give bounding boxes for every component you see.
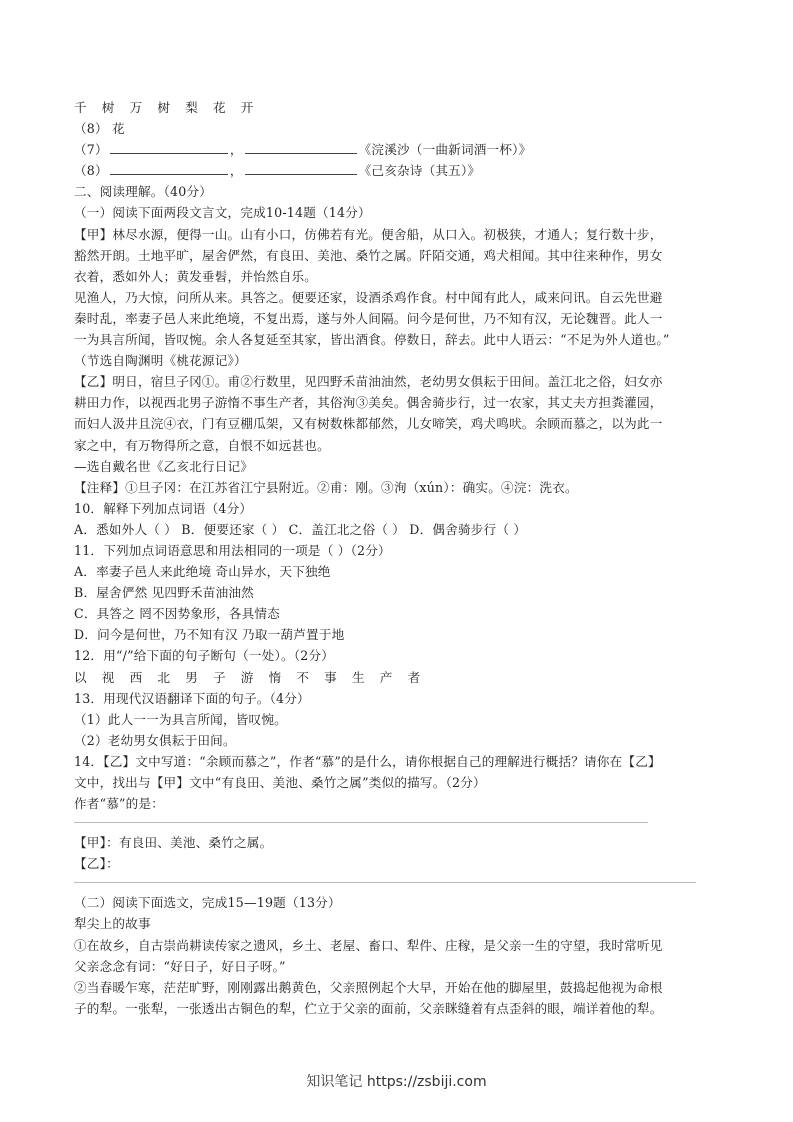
question-11-option-a: A．率妻子邑人来此绝境 奇山异水，天下独绝 (74, 564, 331, 580)
passage-yi-line: 【乙】明日，宿旦子冈①。甫②行数里，见四野禾苗油油然，老幼男女俱耘于田间。盖江北之俗，妇女亦 (74, 374, 663, 390)
article-title: 犁尖上的故事 (74, 916, 151, 932)
passage-yi-line: 而妇人汲井且浣④衣，门有豆棚瓜架，又有树数株都郁然，儿女啼笑，鸡犬鸣吠。余顾而慕之，以为此一 (74, 416, 663, 432)
exam-content (74, 97, 734, 1019)
poem-title: 《浣溪沙（一曲新词酒一杯）》 (358, 142, 532, 158)
fill-item-8-label: （8） (74, 163, 108, 179)
passage-jia-line: 【甲】林尽水源，便得一山。山有小口，仿佛若有光。便舍船，从口入。初极狭，才通人；复行数十步， (74, 226, 663, 242)
passage-yi-line: 家之中，有万物得所之意，自恨不如远甚也。 (74, 437, 330, 453)
question-14-yi: 【乙】： (74, 856, 119, 872)
passage-jia-line: 豁然开朗。土地平旷，屋舍俨然，有良田、美池、桑竹之属。阡陌交通，鸡犬相闻。其中往来种作，男女 (74, 247, 663, 263)
question-11-option-b: B．屋舍俨然 见四野禾苗油油然 (74, 585, 254, 601)
question-11-option-d: D．问今是何世，乃不知有汉 乃取一葫芦置于地 (74, 627, 345, 643)
answer-line[interactable] (74, 882, 696, 883)
question-12: 12．用“/”给下面的句子断句（一处）。（2分） (74, 648, 335, 664)
article-paragraph-line: ①在故乡，自古崇尚耕读传家之遗风，乡土、老屋、畜口、犁件、庄稼，是父亲一生的守望，我时常听见 (74, 937, 663, 953)
question-14: 14．【乙】文中写道：“余顾而慕之”，作者“慕”的是什么，请你根据自己的理解进行概括？请你在【乙】 (74, 753, 661, 769)
question-11: 11．下列加点词语意思和用法相同的一项是（ ）（2分） (74, 542, 391, 558)
fill-item-8-flower: （8） 花 (74, 121, 125, 137)
answer-blank[interactable] (110, 161, 228, 175)
answer-blank[interactable] (245, 161, 357, 175)
question-14: 文中，找出与【甲】文中“有良田、美池、桑竹之属”类似的描写。（2分） (74, 775, 486, 790)
comma: ， (229, 142, 243, 158)
question-13-item-2: （2）老幼男女俱耘于田间。 (74, 732, 236, 748)
article-paragraph-line: 父亲念念有词：“好日子，好日子呀。” (74, 958, 286, 974)
passage-jia-line: 见渔人，乃大惊，问所从来。具答之。便要还家，设酒杀鸡作食。村中闻有此人，咸来问讯。自云先世避 (74, 289, 663, 305)
question-12-sentence: 以 视 西 北 男 子 游 惰 不 事 生 产 者 (74, 669, 426, 685)
fill-item-8 (74, 160, 734, 181)
question-10: 10．解释下列加点词语（4分） (74, 500, 253, 516)
article-paragraph-line: ②当春暖乍寒，茫茫旷野，刚刚露出鹅黄色，父亲照例起个大早，开始在他的脚屋里，鼓捣起他视为命根 (74, 979, 663, 995)
subsection-heading: （一）阅读下面两段文言文，完成10-14题（14分） (74, 205, 371, 221)
subsection-heading: （二）阅读下面选文，完成15—19题（13分） (74, 895, 341, 911)
question-10-options: A．悉如外人（ ） B．便要还家（ ） C．盖江北之俗（ ） D．偶舍骑步行（ ） (74, 521, 527, 537)
passage-yi-line: 耕田力作，以视西北男子游惰不事生产者，其俗洵③美矣。偶舍骑步行，过一农家，其丈夫方担粪灌园， (74, 395, 663, 411)
fill-item-7-label: （7） (74, 142, 108, 158)
poem-title: 《己亥杂诗（其五）》 (358, 163, 481, 179)
section-heading: 二、阅读理解。（40分） (74, 184, 213, 200)
passage-jia-line: 秦时乱，率妻子邑人来此绝境，不复出焉，遂与外人间隔。问今是何世，乃不知有汉，无论魏晋。此人一 (74, 310, 663, 326)
question-13: 13．用现代汉语翻译下面的句子。（4分） (74, 690, 310, 706)
passage-jia-source: （节选自陶渊明《桃花源记》） (74, 353, 247, 369)
answer-line[interactable] (74, 822, 648, 823)
fill-item-7 (74, 139, 734, 160)
passage-jia-line: 衣着，悉如外人；黄发垂髫，并怡然自乐。 (74, 268, 318, 284)
answer-blank[interactable] (245, 140, 357, 154)
passage-yi-source: —选自戴名世《乙亥北行日记》 (74, 458, 254, 474)
passage-jia-line: 一为具言所闻，皆叹惋。余人各复延至其家，皆出酒食。停数日，辞去。此中人语云：“不足为外人道也。” (74, 332, 670, 348)
question-14-answer-prompt: 作者“慕”的是： (74, 796, 165, 812)
poem-answer-line: 千 树 万 树 梨 花 开 (74, 100, 259, 115)
comma: ， (229, 163, 243, 179)
question-13-item-1: （1）此人一一为具言所闻，皆叹惋。 (74, 711, 287, 727)
article-paragraph-line: 子的犁。一张犁，一张透出古铜色的犁，伫立于父亲的面前，父亲眯缝着有点歪斜的眼，端详着他的犁。 (74, 1000, 663, 1016)
annotation-line: 【注释】①旦子冈：在江苏省江宁县附近。②甫：刚。③洵（xún）：确实。④浣：洗衣。 (74, 479, 578, 495)
question-14-jia: 【甲】：有良田、美池、桑竹之属。 (74, 835, 273, 851)
question-11-option-c: C．具答之 罔不因势象形，各具情态 (74, 606, 280, 622)
answer-blank[interactable] (110, 140, 228, 154)
footer-watermark: 知识笔记 https://zsbiji.com (306, 1074, 487, 1090)
